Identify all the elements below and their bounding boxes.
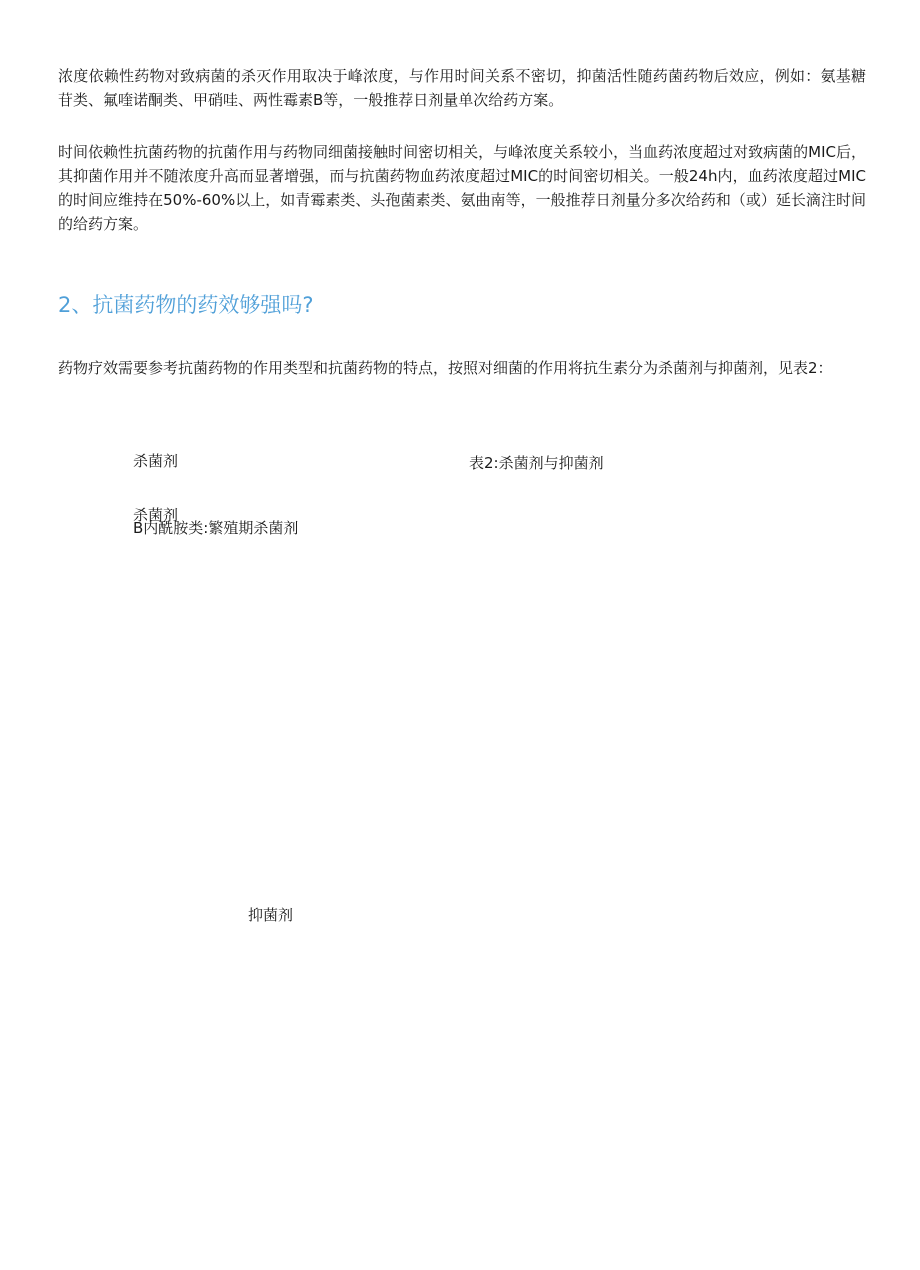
table-caption: 表2:杀菌剂与抑菌剂 (469, 454, 604, 472)
paragraph-classification-intro: 药物疗效需要参考抗菌药物的作用类型和抗菌药物的特点，按照对细菌的作用将抗生素分为杀菌剂与抑菌剂，见表2： (58, 359, 833, 377)
table-label-bacteriostat: 抑菌剂 (248, 906, 294, 924)
section-heading: 2、抗菌药物的药效够强吗? (58, 293, 314, 317)
paragraph-concentration-dependent: 浓度依赖性药物对致病菌的杀灭作用取决于峰浓度，与作用时间关系不密切，抑菌活性随药菌药物后效应，例如：氨基糖苷类、氟喹诺酮类、甲硝哇、两性霉素B等，一般推荐日剂量单次给药方案。 (58, 67, 866, 109)
table-entry-beta-lactam: B内酰胺类:繁殖期杀菌剂 (133, 519, 299, 537)
table-label-bactericide-secondary: 杀菌剂 (133, 506, 179, 524)
paragraph-time-dependent: 时间依赖性抗菌药物的抗菌作用与药物同细菌接触时间密切相关，与峰浓度关系较小，当血药浓度超过对致病菌的MIC后，其抑菌作用并不随浓度升高而显著增强，而与抗菌药物血药浓度超过MIC的时间密切相关。一般24h内，血药浓度超过MIC的时间应维持在50%-60%以上，如青霉素类、头孢菌素类、氨曲南等，一般推荐日剂量分多次给药和（或）延长滴注时间的给药方案。 (58, 143, 866, 233)
table-label-bactericide: 杀菌剂 (133, 452, 179, 470)
